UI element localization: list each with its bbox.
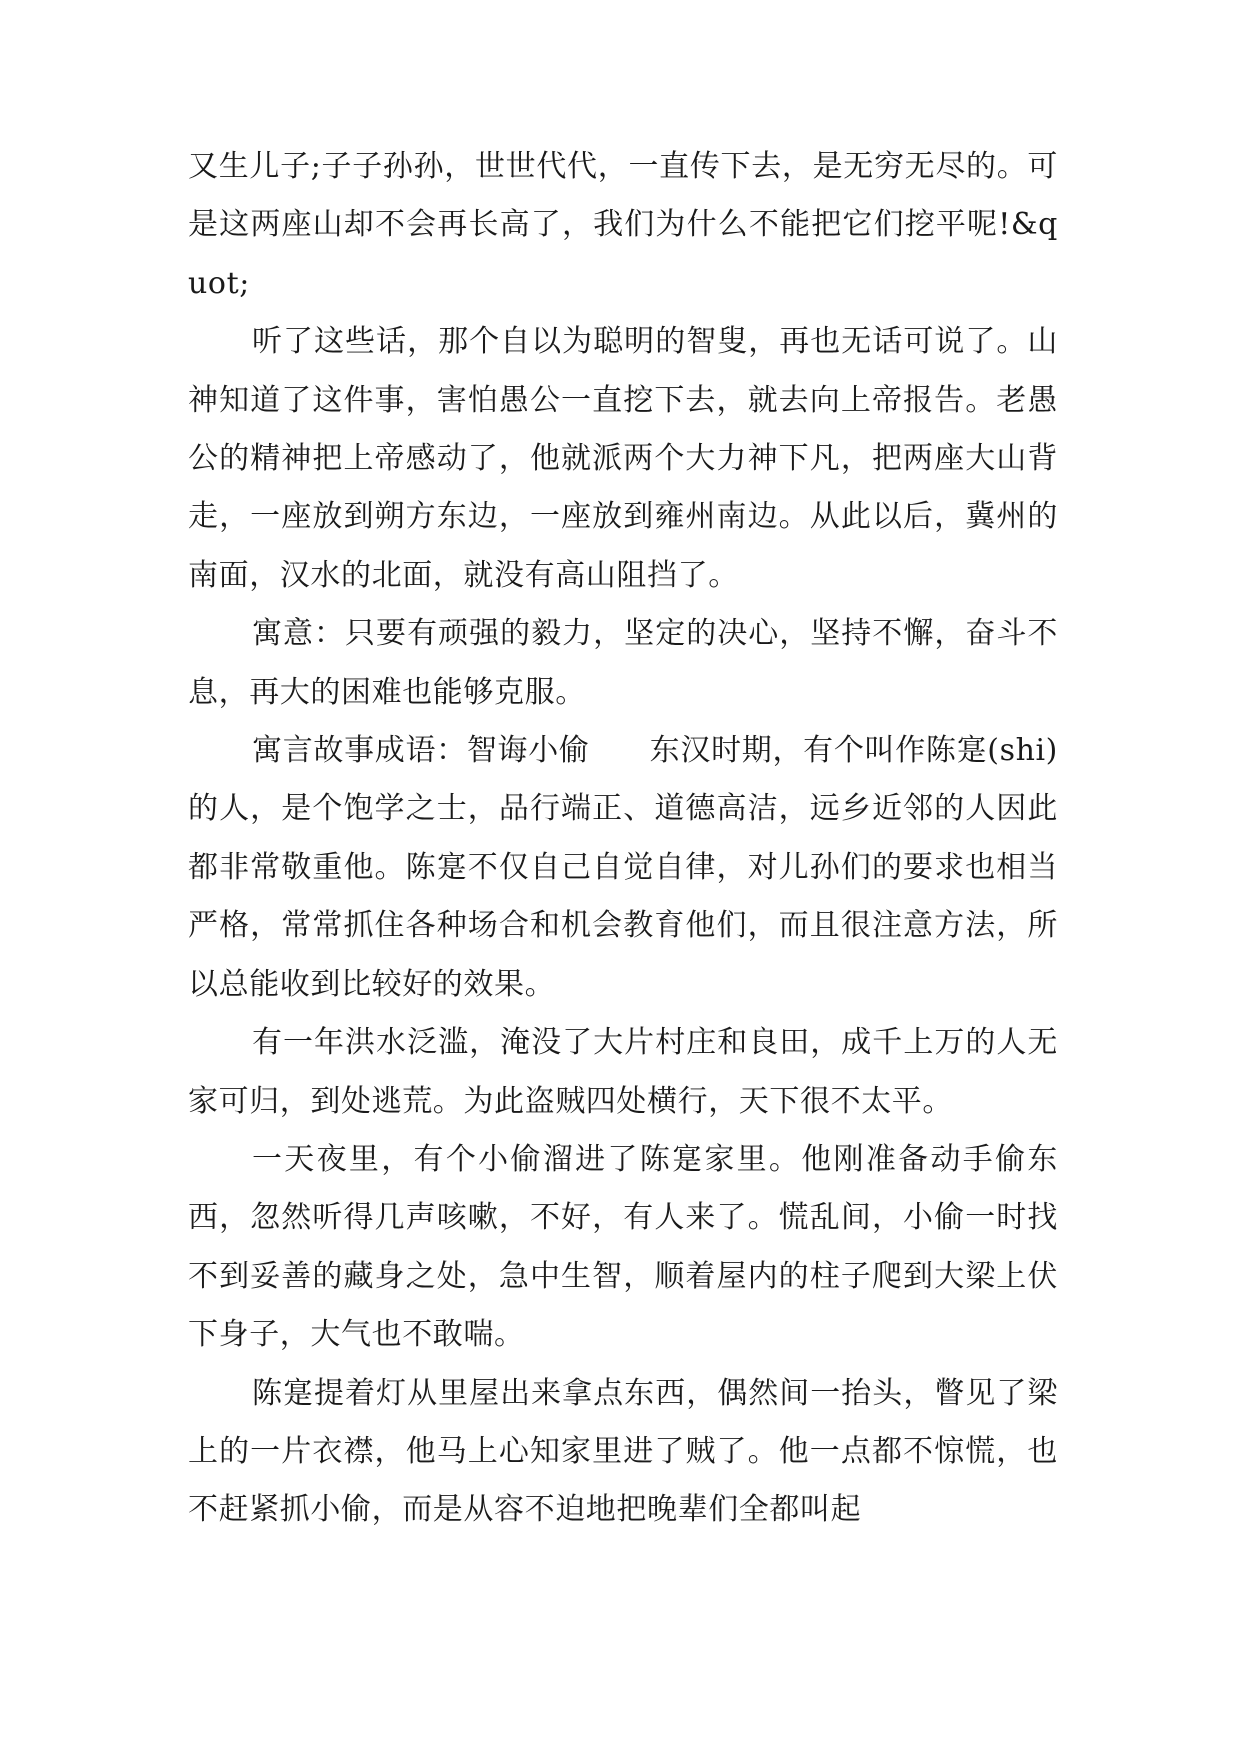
story-heading: 寓言故事成语：智诲小偷 — [252, 733, 590, 769]
paragraph-5 — [188, 1014, 1058, 1131]
paragraph-2-text: 听了这些话，那个自以为聪明的智叟，再也无话可说了。山神知道了这件事，害怕愚公一直挖下去，就去向上帝报告。老愚公的精神把上帝感动了，他就派两个大力神下凡，把两座大山背走，一座放到朔方东边，一座放到雍州南边。从此以后，冀州的南面，汉水的北面，就没有高山阻挡了。 — [188, 324, 1058, 593]
paragraph-4-text: 东汉时期，有个叫作陈寔(shi)的人，是个饱学之士，品行端正、道德高洁，远乡近邻的人因此都非常敬重他。陈寔不仅自己自觉自律，对儿孙们的要求也相当严格，常常抓住各种场合和机会教育他们，而且很注意方法，所以总能收到比较好的效果。 — [188, 733, 1058, 1002]
paragraph-1-text: 又生儿子;子子孙孙，世世代代，一直传下去，是无穷无尽的。可是这两座山却不会再长高了，我们为什么不能把它们挖平呢!&quot; — [188, 149, 1058, 301]
paragraph-2 — [188, 313, 1058, 605]
paragraph-4 — [188, 722, 1058, 1014]
paragraph-7-text: 陈寔提着灯从里屋出来拿点东西，偶然间一抬头，瞥见了梁上的一片衣襟，他马上心知家里进了贼了。他一点都不惊慌，也不赶紧抓小偷，而是从容不迫地把晚辈们全都叫起 — [188, 1375, 1058, 1528]
paragraph-3 — [188, 605, 1058, 722]
paragraph-3-text: 寓意：只要有顽强的毅力，坚定的决心，坚持不懈，奋斗不息，再大的困难也能够克服。 — [188, 616, 1058, 710]
paragraph-1 — [188, 138, 1058, 313]
document-page — [188, 138, 1058, 1540]
paragraph-7 — [188, 1365, 1058, 1540]
paragraph-6-text: 一天夜里，有个小偷溜进了陈寔家里。他刚准备动手偷东西，忽然听得几声咳嗽，不好，有人来了。慌乱间，小偷一时找不到妥善的藏身之处，急中生智，顺着屋内的柱子爬到大梁上伏下身子，大气也不敢喘。 — [188, 1141, 1058, 1353]
paragraph-5-text: 有一年洪水泛滥，淹没了大片村庄和良田，成千上万的人无家可归，到处逃荒。为此盗贼四处横行，天下很不太平。 — [188, 1025, 1058, 1119]
paragraph-6 — [188, 1131, 1058, 1365]
